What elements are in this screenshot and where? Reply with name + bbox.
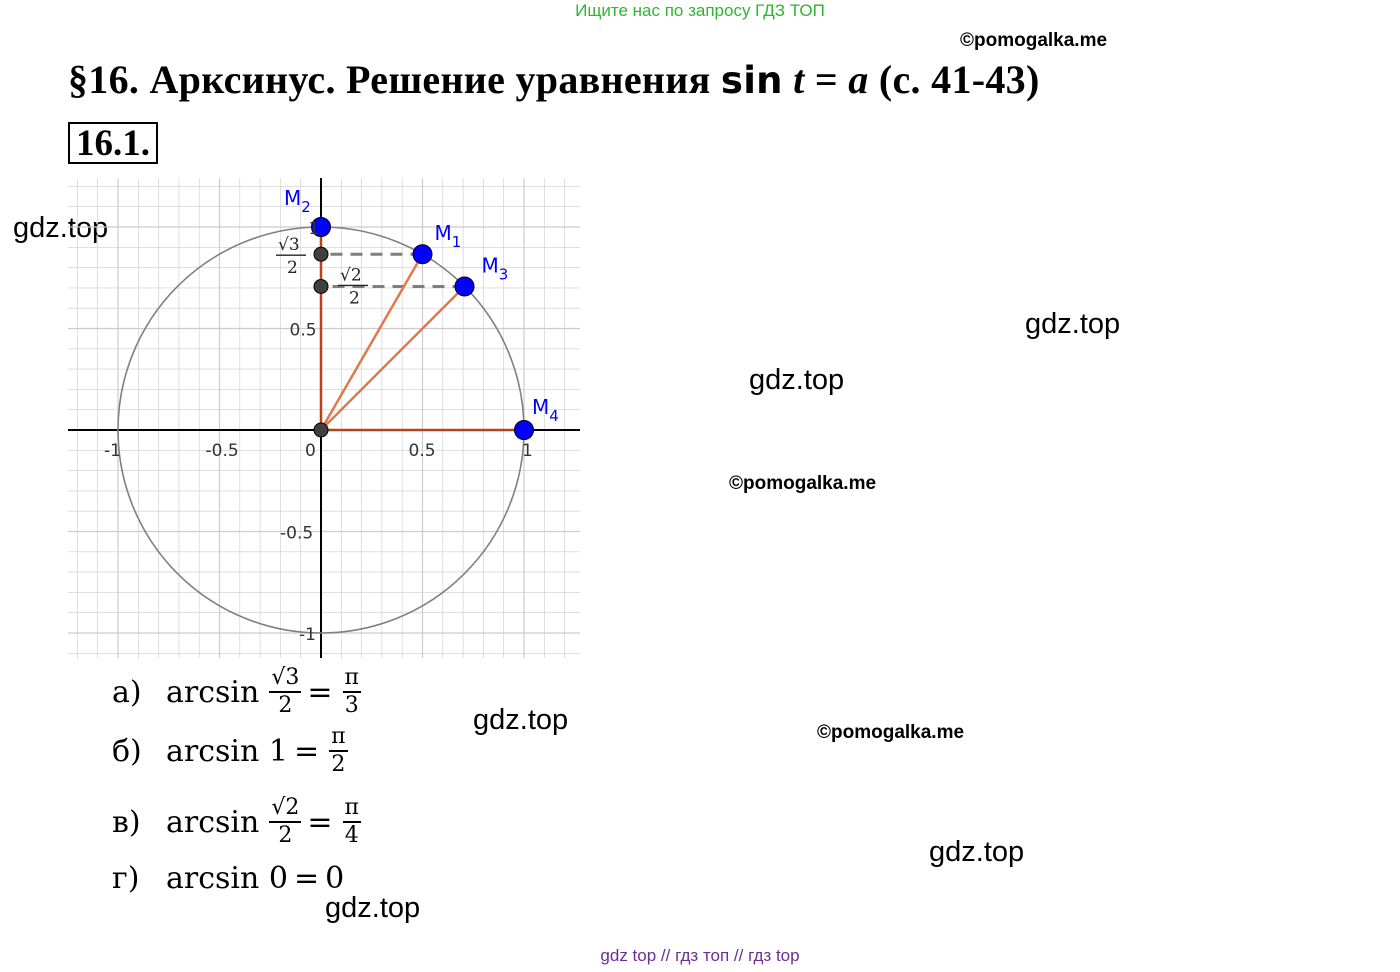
y-fraction-sqrt2-num: √2 xyxy=(340,265,362,286)
top-banner[interactable]: Ищите нас по запросу ГДЗ ТОП xyxy=(575,1,825,20)
y-fraction-sqrt3-den: 2 xyxy=(287,258,298,279)
page-title: §16. Арксинус. Решение уравнения sin t = a (с. 41-43) xyxy=(68,57,1040,102)
answer-lhs: arcsin 0 xyxy=(166,860,288,896)
answer-lhs: arcsin xyxy=(166,674,260,710)
y-fraction-sqrt3-num: √3 xyxy=(278,235,300,256)
point-m3 xyxy=(455,277,474,296)
result-fraction: $\frac{\pi}{3}$ xyxy=(344,665,359,718)
x-tick-label: 0 xyxy=(305,441,316,461)
answer-result: 0 xyxy=(325,860,345,896)
origin-dot xyxy=(314,423,328,437)
point-m1 xyxy=(413,245,432,264)
label-m1: $M_1$ xyxy=(434,221,462,252)
projection-dot xyxy=(314,279,328,293)
result-fraction: $\frac{\pi}{2}$ xyxy=(331,724,346,777)
equals-sign: = xyxy=(307,674,333,710)
watermark: gdz.top xyxy=(1025,308,1121,340)
x-tick-label: 1 xyxy=(522,441,533,461)
watermark: gdz.top xyxy=(325,892,421,924)
answer-c xyxy=(112,792,367,852)
footer-links[interactable]: gdz top // гдз топ // гдз top xyxy=(600,946,800,965)
copyright-watermark: ©pomogalka.me xyxy=(817,722,965,743)
argument-fraction: $\frac{√2}{2}$ xyxy=(271,795,300,848)
x-tick-label: -1 xyxy=(104,441,121,461)
answer-label: г) xyxy=(112,860,140,896)
point-m4 xyxy=(515,421,534,440)
y-fraction-sqrt2-den: 2 xyxy=(349,288,360,309)
copyright-watermark: ©pomogalka.me xyxy=(960,30,1108,51)
projection-dot xyxy=(314,247,328,261)
watermark: gdz.top xyxy=(749,364,845,396)
y-tick-label: -0.5 xyxy=(280,523,314,544)
answer-lhs: arcsin xyxy=(166,804,260,840)
label-m4: $M_4$ xyxy=(532,395,559,425)
answer-label: в) xyxy=(112,804,141,840)
y-tick-label: -1 xyxy=(299,625,316,645)
unit-circle-graph xyxy=(68,178,580,658)
label-m2: $M_2$ xyxy=(284,186,311,216)
result-fraction: $\frac{\pi}{4}$ xyxy=(344,795,359,848)
x-tick-label: 0.5 xyxy=(408,441,436,461)
watermark: gdz.top xyxy=(929,836,1025,868)
exercise-number: 16.1. xyxy=(68,122,158,164)
answer-b xyxy=(112,721,354,781)
x-tick-label: -0.5 xyxy=(205,441,239,461)
y-tick-label: 1 xyxy=(308,219,320,239)
equals-sign: = xyxy=(293,733,320,769)
watermark: gdz.top xyxy=(13,212,109,244)
equals-sign: = xyxy=(293,860,320,896)
answer-d xyxy=(112,848,350,908)
y-tick-label: 0.5 xyxy=(289,320,317,341)
argument-fraction: $\frac{√3}{2}$ xyxy=(271,665,300,718)
shapes xyxy=(118,218,534,634)
answer-lhs: arcsin 1 xyxy=(166,733,288,769)
answer-label: б) xyxy=(112,733,142,769)
copyright-watermark: ©pomogalka.me xyxy=(729,473,877,494)
answer-label: а) xyxy=(112,674,142,710)
answer-a xyxy=(112,662,367,722)
watermark: gdz.top xyxy=(473,704,569,736)
label-m3: $M_3$ xyxy=(481,253,509,284)
equals-sign: = xyxy=(307,804,333,840)
